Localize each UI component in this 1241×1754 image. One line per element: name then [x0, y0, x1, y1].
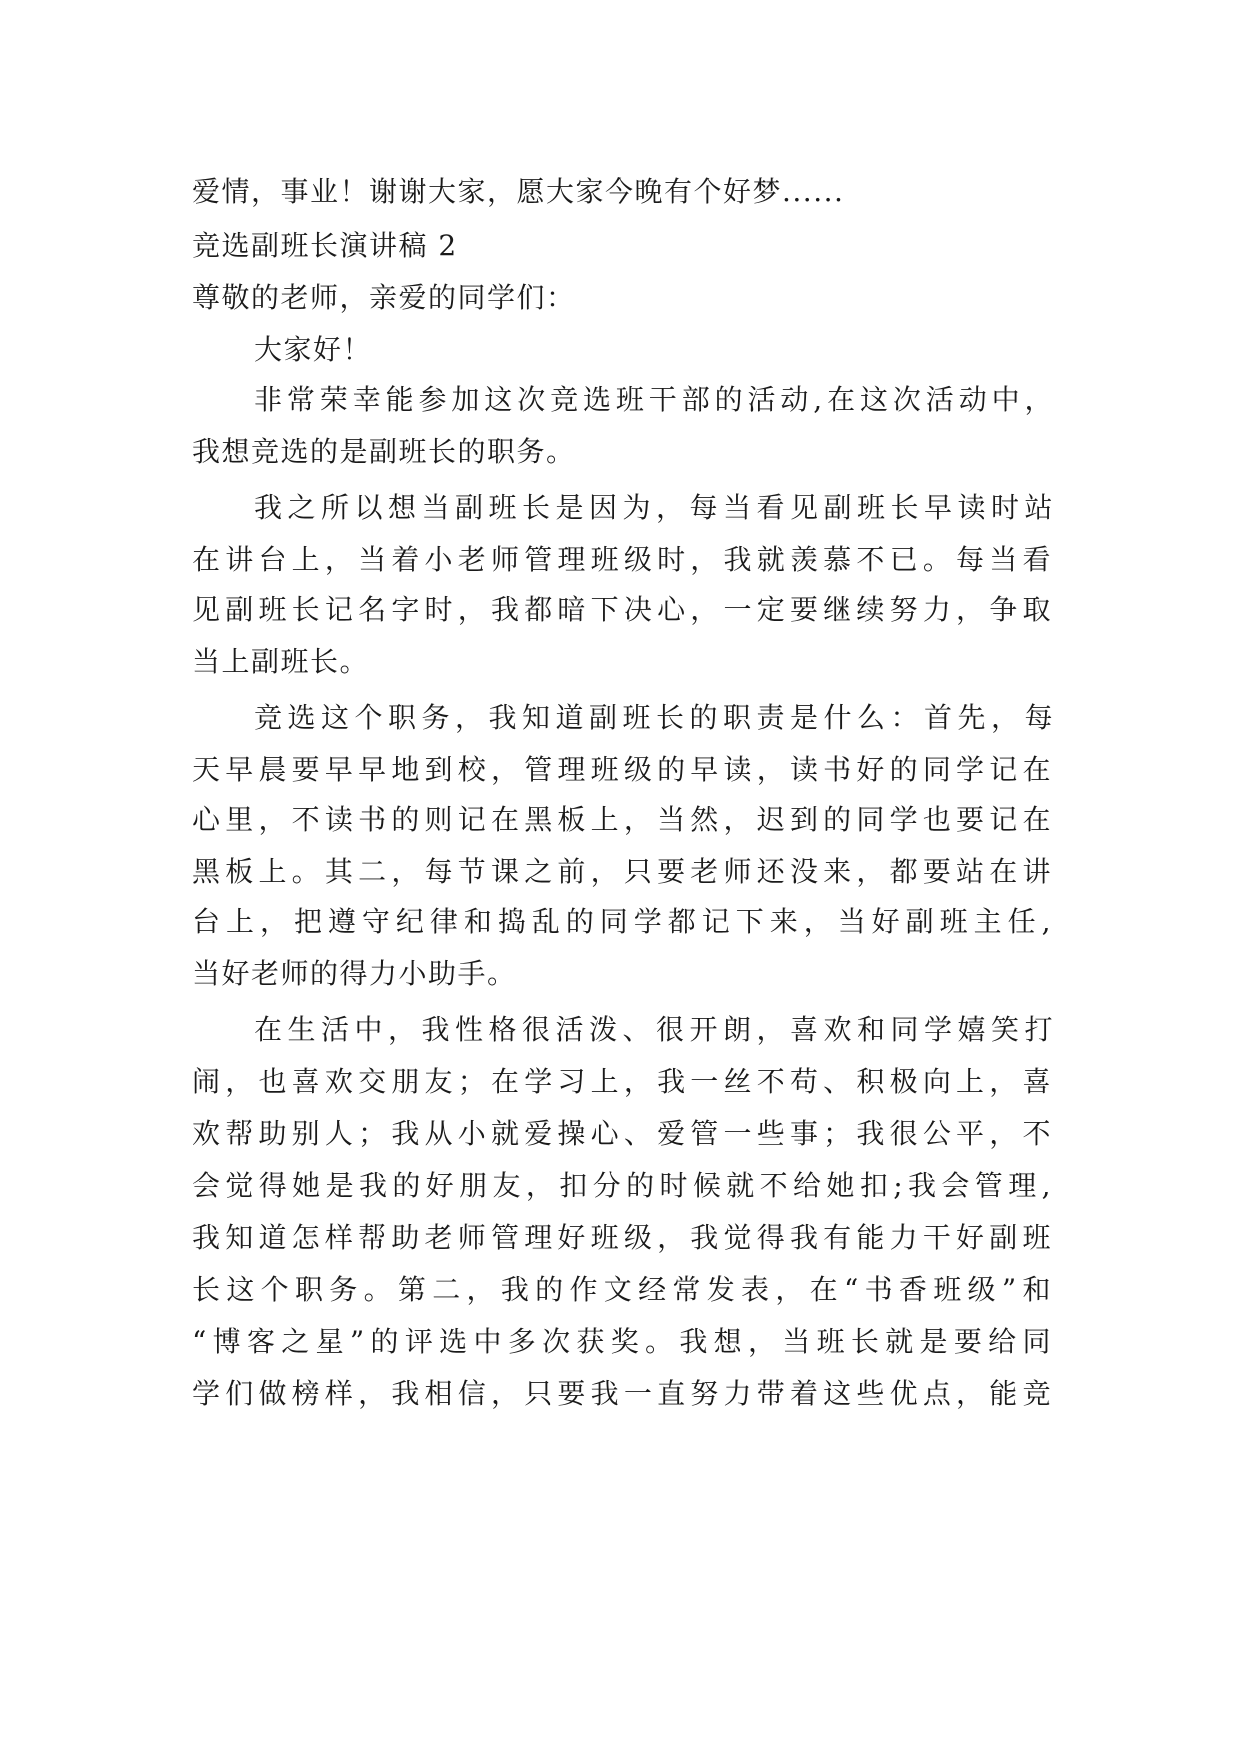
paragraph-line: “博客之星”的评选中多次获奖。我想，当班长就是要给同 — [192, 1325, 1052, 1358]
paragraph-line: 心里，不读书的则记在黑板上，当然，迟到的同学也要记在 — [192, 803, 1052, 836]
paragraph-line: 当上副班长。 — [192, 645, 370, 678]
paragraph-line: 黑板上。其二，每节课之前，只要老师还没来，都要站在讲 — [192, 855, 1052, 888]
salutation: 尊敬的老师，亲爱的同学们： — [192, 281, 576, 314]
greeting: 大家好！ — [254, 333, 373, 366]
paragraph-line: 当好老师的得力小助手。 — [192, 957, 517, 990]
paragraph-line: 在讲台上，当着小老师管理班级时，我就羡慕不已。每当看 — [192, 543, 1052, 576]
paragraph-line: 我知道怎样帮助老师管理好班级，我觉得我有能力干好副班 — [192, 1221, 1052, 1254]
paragraph-line: 学们做榜样，我相信，只要我一直努力带着这些优点，能竞 — [192, 1377, 1052, 1410]
paragraph-line: 长这个职务。第二，我的作文经常发表，在“书香班级”和 — [192, 1273, 1052, 1306]
paragraph-line: 闹，也喜欢交朋友；在学习上，我一丝不苟、积极向上，喜 — [192, 1065, 1052, 1098]
paragraph-line: 非常荣幸能参加这次竞选班干部的活动,在这次活动中， — [254, 383, 1054, 416]
text-line: 爱情，事业！谢谢大家，愿大家今晚有个好梦...... — [192, 175, 845, 208]
paragraph-line: 在生活中，我性格很活泼、很开朗，喜欢和同学嬉笑打 — [254, 1013, 1054, 1046]
paragraph-line: 会觉得她是我的好朋友，扣分的时候就不给她扣;我会管理, — [192, 1169, 1052, 1202]
paragraph-line: 天早晨要早早地到校，管理班级的早读，读书好的同学记在 — [192, 753, 1052, 786]
section-title: 竞选副班长演讲稿 2 — [192, 229, 458, 262]
paragraph-line: 欢帮助别人；我从小就爱操心、爱管一些事；我很公平，不 — [192, 1117, 1052, 1150]
paragraph-line: 台上，把遵守纪律和捣乱的同学都记下来，当好副班主任, — [192, 905, 1052, 938]
paragraph-line: 我想竞选的是副班长的职务。 — [192, 435, 576, 468]
paragraph-line: 见副班长记名字时，我都暗下决心，一定要继续努力，争取 — [192, 593, 1052, 626]
paragraph-line: 竞选这个职务，我知道副班长的职责是什么：首先，每 — [254, 701, 1054, 734]
paragraph-line: 我之所以想当副班长是因为，每当看见副班长早读时站 — [254, 491, 1054, 524]
